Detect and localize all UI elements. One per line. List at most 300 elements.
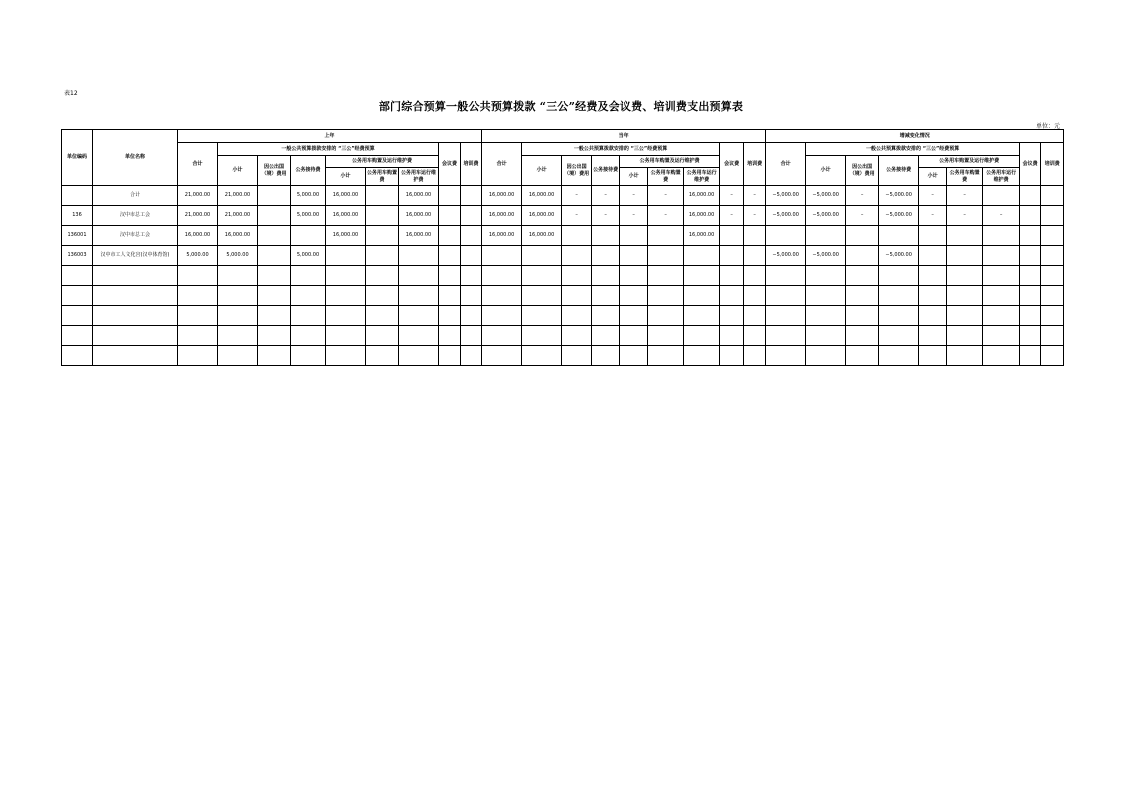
cell-value: 21,000.00 [218,186,258,206]
cell-value [919,286,947,306]
cell-value [592,246,620,266]
cell-value [720,226,744,246]
cell-value [720,266,744,286]
cell-value [983,346,1020,366]
cell-value: – [620,186,648,206]
cell-value [522,286,562,306]
cell-value [947,346,983,366]
cell-value [439,246,461,266]
cell-name [93,286,178,306]
header-xiaoji: 小计 [522,156,562,186]
cell-value: −5,000.00 [806,246,846,266]
cell-value [439,226,461,246]
cell-code: 136 [62,206,93,226]
cell-value [366,326,399,346]
cell-value [983,226,1020,246]
cell-value [919,326,947,346]
cell-value: 16,000.00 [522,206,562,226]
cell-value [720,326,744,346]
cell-empty [1041,206,1064,226]
header-change: 增减变化情况 [766,130,1064,143]
cell-value [592,306,620,326]
cell-value [258,266,291,286]
cell-value [766,306,806,326]
cell-value [766,286,806,306]
cell-code: 136003 [62,246,93,266]
cell-value: 16,000.00 [482,206,522,226]
header-yunxing: 公务用车运行维护费 [983,168,1020,186]
cell-value: 5,000.00 [291,186,326,206]
cell-value [482,266,522,286]
cell-value [291,306,326,326]
cell-value [366,226,399,246]
cell-value [846,326,879,346]
cell-value [879,266,919,286]
cell-value [326,346,366,366]
cell-value [258,246,291,266]
cell-value [522,246,562,266]
header-jiedai: 公务接待费 [879,156,919,186]
cell-value [439,266,461,286]
table-row [62,286,1064,306]
cell-value [366,186,399,206]
cell-value: 21,000.00 [218,206,258,226]
cell-value: – [648,186,684,206]
cell-value [620,266,648,286]
cell-value [291,326,326,346]
cell-value: −5,000.00 [879,186,919,206]
cell-value: – [648,206,684,226]
cell-value: – [744,186,766,206]
cell-value [684,326,720,346]
cell-value [461,306,482,326]
cell-empty [1041,186,1064,206]
cell-value [522,266,562,286]
cell-name [93,346,178,366]
cell-value [218,266,258,286]
cell-value [461,226,482,246]
cell-value [399,286,439,306]
cell-value [366,206,399,226]
cell-value [684,286,720,306]
cell-value [482,346,522,366]
cell-value: 16,000.00 [684,206,720,226]
cell-value [720,246,744,266]
cell-value: 16,000.00 [178,226,218,246]
cell-value [684,246,720,266]
cell-value: −5,000.00 [766,206,806,226]
cell-value: 21,000.00 [178,206,218,226]
cell-value [1020,306,1041,326]
cell-value: 16,000.00 [482,186,522,206]
cell-value [291,346,326,366]
cell-empty [1041,286,1064,306]
cell-value [846,306,879,326]
cell-value [620,346,648,366]
cell-value [947,326,983,346]
cell-empty [1041,246,1064,266]
table-row [62,326,1064,346]
header-xiaoji: 小计 [620,168,648,186]
cell-value [620,286,648,306]
header-vehicle: 公务用车购置及运行维护费 [326,156,439,168]
cell-value [947,266,983,286]
cell-value [326,286,366,306]
header-peixun: 培训费 [744,143,766,186]
cell-value [919,246,947,266]
cell-value [806,286,846,306]
cell-value [326,266,366,286]
cell-value [461,186,482,206]
header-huiyi: 会议费 [439,143,461,186]
cell-value: 16,000.00 [522,226,562,246]
cell-value: 16,000.00 [326,226,366,246]
cell-value: 16,000.00 [326,206,366,226]
header-huiyi: 会议费 [720,143,744,186]
header-yunxing: 公务用车运行维护费 [684,168,720,186]
cell-value [562,306,592,326]
header-vehicle: 公务用车购置及运行维护费 [620,156,720,168]
cell-value: – [919,206,947,226]
header-this-year: 当年 [482,130,766,143]
cell-value [919,266,947,286]
cell-value: 5,000.00 [218,246,258,266]
cell-value [983,306,1020,326]
header-xiaoji: 小计 [919,168,947,186]
cell-value [879,326,919,346]
cell-value [399,306,439,326]
cell-value: 16,000.00 [218,226,258,246]
cell-value [482,286,522,306]
cell-value [648,226,684,246]
header-sangong: 一般公共预算拨款安排的 “三公”经费预算 [218,143,439,156]
cell-value [258,346,291,366]
cell-value: 16,000.00 [399,186,439,206]
cell-value [648,266,684,286]
cell-value: −5,000.00 [766,246,806,266]
cell-code [62,286,93,306]
cell-value [620,226,648,246]
header-peixun: 培训费 [461,143,482,186]
cell-value [592,266,620,286]
cell-value [461,206,482,226]
table-row [62,266,1064,286]
cell-value [766,326,806,346]
cell-value [1020,346,1041,366]
cell-value [846,246,879,266]
cell-value [562,326,592,346]
cell-value [846,346,879,366]
cell-value: – [846,186,879,206]
cell-value [648,246,684,266]
cell-code [62,186,93,206]
header-xiaoji: 小计 [218,156,258,186]
cell-value [846,226,879,246]
header-sangong: 一般公共预算拨款安排的 “三公”经费预算 [522,143,720,156]
table-row [62,246,1064,266]
cell-value [744,306,766,326]
cell-value [806,346,846,366]
cell-value [766,226,806,246]
cell-value [461,246,482,266]
cell-value [720,346,744,366]
cell-value: 16,000.00 [326,186,366,206]
cell-value [291,286,326,306]
cell-value [439,186,461,206]
cell-value [399,326,439,346]
header-gouzhi: 公务用车购置费 [947,168,983,186]
cell-code [62,346,93,366]
cell-value [983,246,1020,266]
cell-value: – [744,206,766,226]
cell-value [482,306,522,326]
cell-value [1020,186,1041,206]
cell-value [326,326,366,346]
cell-value [562,346,592,366]
cell-empty [1041,266,1064,286]
cell-value [684,266,720,286]
cell-value: – [620,206,648,226]
cell-value [366,346,399,366]
header-huiyi: 会议费 [1020,143,1041,186]
cell-name [93,306,178,326]
cell-value [879,306,919,326]
cell-value [648,306,684,326]
cell-value [879,346,919,366]
cell-value [720,286,744,306]
cell-value [1020,206,1041,226]
cell-value [592,286,620,306]
cell-value [326,306,366,326]
header-peixun: 培训费 [1041,143,1064,186]
cell-value: 16,000.00 [399,226,439,246]
cell-value: – [919,186,947,206]
cell-value [744,246,766,266]
cell-value [1020,226,1041,246]
header-jiedai: 公务接待费 [291,156,326,186]
cell-value [439,306,461,326]
cell-value [1020,246,1041,266]
cell-value [258,186,291,206]
cell-value: 5,000.00 [178,246,218,266]
cell-value: – [983,206,1020,226]
cell-value: – [562,206,592,226]
cell-value [178,266,218,286]
header-heji: 合计 [178,143,218,186]
cell-value [366,266,399,286]
header-sangong: 一般公共预算拨款安排的 “三公”经费预算 [806,143,1020,156]
cell-value: −5,000.00 [879,206,919,226]
cell-value [366,306,399,326]
header-gouzhi: 公务用车购置费 [366,168,399,186]
cell-value [218,286,258,306]
header-heji: 合计 [482,143,522,186]
cell-value: – [846,206,879,226]
cell-value [983,266,1020,286]
cell-empty [1041,346,1064,366]
cell-value [439,326,461,346]
cell-value [766,266,806,286]
cell-value [439,346,461,366]
cell-value [562,266,592,286]
page-title: 部门综合预算一般公共预算拨款 “三公”经费及会议费、培训费支出预算表 [378,100,744,113]
cell-value [258,206,291,226]
cell-value [291,266,326,286]
cell-code [62,326,93,346]
cell-empty [1041,326,1064,346]
cell-value: 16,000.00 [522,186,562,206]
cell-code [62,306,93,326]
cell-value: −5,000.00 [879,246,919,266]
cell-value [562,226,592,246]
cell-value: 5,000.00 [291,206,326,226]
header-gouzhi: 公务用车购置费 [648,168,684,186]
cell-value [620,326,648,346]
cell-value [919,306,947,326]
cell-value [178,346,218,366]
cell-empty [1041,226,1064,246]
cell-value [744,346,766,366]
cell-value [522,326,562,346]
cell-code: 136001 [62,226,93,246]
cell-empty [1041,306,1064,326]
cell-value [218,326,258,346]
header-name: 单位名称 [93,130,178,186]
cell-value: – [720,206,744,226]
header-xiaoji: 小计 [806,156,846,186]
cell-value [258,326,291,346]
cell-value [983,186,1020,206]
cell-value [592,346,620,366]
cell-value: 16,000.00 [684,186,720,206]
cell-value [744,286,766,306]
cell-value [461,346,482,366]
cell-value: – [947,206,983,226]
cell-value [399,266,439,286]
cell-value: 16,000.00 [399,206,439,226]
cell-value [178,306,218,326]
cell-value [258,226,291,246]
cell-value [218,306,258,326]
cell-value [1020,266,1041,286]
cell-value [879,286,919,306]
cell-value [947,306,983,326]
cell-value [919,346,947,366]
table-row [62,306,1064,326]
header-chuguo: 因公出国（境）费用 [846,156,879,186]
cell-name [93,266,178,286]
cell-value [522,306,562,326]
cell-value: 5,000.00 [291,246,326,266]
cell-value [461,326,482,346]
cell-value [482,246,522,266]
cell-name [93,326,178,346]
cell-value: – [592,206,620,226]
cell-value [846,266,879,286]
cell-value [684,306,720,326]
cell-value: 16,000.00 [482,226,522,246]
cell-value [744,226,766,246]
cell-value [592,226,620,246]
cell-value [648,326,684,346]
budget-table [61,129,1064,366]
cell-value: −5,000.00 [806,206,846,226]
cell-value [806,306,846,326]
table-row [62,206,1064,226]
cell-value [258,286,291,306]
cell-value: – [947,186,983,206]
cell-code [62,266,93,286]
table-row [62,346,1064,366]
cell-value [1020,326,1041,346]
table-number: 表12 [64,90,78,97]
cell-value [439,206,461,226]
cell-value [291,226,326,246]
cell-name: 汉中市总工会 [93,206,178,226]
cell-value [947,246,983,266]
cell-value [366,246,399,266]
cell-value: 16,000.00 [684,226,720,246]
cell-value [648,346,684,366]
table-body [62,186,1064,366]
header-chuguo: 因公出国（境）费用 [562,156,592,186]
cell-value: – [592,186,620,206]
cell-value [919,226,947,246]
cell-value [720,306,744,326]
cell-value: – [720,186,744,206]
header-xiaoji: 小计 [326,168,366,186]
cell-value: −5,000.00 [806,186,846,206]
cell-value [846,286,879,306]
cell-value [766,346,806,366]
unit-label: 单位：元 [1035,123,1060,130]
cell-value [178,326,218,346]
header-heji: 合计 [766,143,806,186]
table-row [62,226,1064,246]
header-vehicle: 公务用车购置及运行维护费 [919,156,1020,168]
table-row [62,186,1064,206]
cell-value [399,346,439,366]
cell-value [947,286,983,306]
cell-value [218,346,258,366]
cell-value [562,246,592,266]
cell-value [562,286,592,306]
cell-value [1020,286,1041,306]
cell-value [983,286,1020,306]
cell-value [806,226,846,246]
cell-value [592,326,620,346]
cell-value: −5,000.00 [766,186,806,206]
header-jiedai: 公务接待费 [592,156,620,186]
cell-value: – [562,186,592,206]
cell-value [439,286,461,306]
cell-value [983,326,1020,346]
cell-value [461,286,482,306]
cell-value [744,266,766,286]
cell-name: 汉中市工人文化宫(汉中体育馆) [93,246,178,266]
cell-name: 汉中市总工会 [93,226,178,246]
cell-value [326,246,366,266]
cell-value [461,266,482,286]
cell-value [399,246,439,266]
cell-value [947,226,983,246]
cell-value: 21,000.00 [178,186,218,206]
cell-value [684,346,720,366]
cell-value [366,286,399,306]
cell-value [522,346,562,366]
cell-value [258,306,291,326]
cell-value [806,326,846,346]
